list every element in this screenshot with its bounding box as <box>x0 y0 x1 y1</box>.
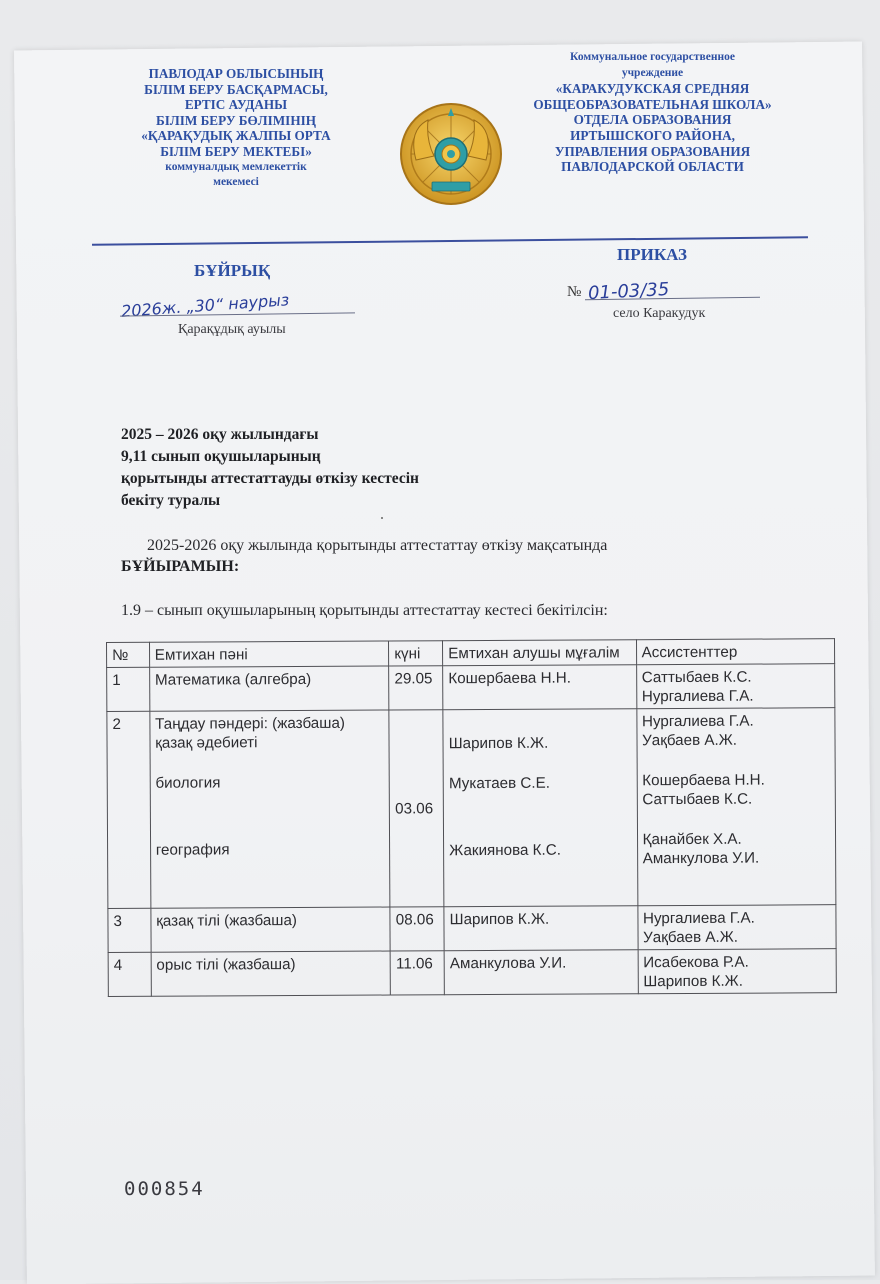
subject-cell: қазақ тілі (жазбаша) <box>151 907 391 952</box>
ru-org-line: УПРАВЛЕНИЯ ОБРАЗОВАНИЯ <box>554 143 751 159</box>
serial-number: 000854 <box>124 1178 205 1200</box>
ru-org-line: Коммунальное государственное <box>570 51 735 63</box>
kz-org-line: БІЛІМ БЕРУ МЕКТЕБІ» <box>160 143 312 159</box>
header-cell: № <box>107 642 150 667</box>
kz-org-line: ПАВЛОДАР ОБЛЫСЫНЫҢ <box>148 66 324 81</box>
teacher-cell <box>443 709 637 907</box>
teacher-cell: Кошербаева Н.Н. <box>443 665 637 710</box>
item-1: 1.9 – сынып оқушыларының қорытынды аттестаттау кестесі бекітілсін: <box>121 602 608 619</box>
header-cell: Емтихан пәні <box>149 641 389 667</box>
assistant-name: Қанайбек Х.А. <box>642 830 742 849</box>
row-number: 4 <box>108 952 151 996</box>
title-line: 9,11 сынып оқушыларының <box>121 448 321 465</box>
stray-mark <box>381 517 383 519</box>
assistant-name: Саттыбаев К.С. <box>641 668 752 687</box>
teacher-name: Мукатаев С.Е. <box>448 774 550 793</box>
date-cell: 08.06 <box>390 907 444 951</box>
ru-place: село Каракудук <box>613 306 706 321</box>
assistant-name: Нургалиева Г.А. <box>642 909 755 928</box>
order-word: БҰЙЫРАМЫН: <box>121 558 240 575</box>
subject-cell: орыс тілі (жазбаша) <box>151 951 391 996</box>
teacher-cell: Шарипов К.Ж. <box>444 906 638 951</box>
assistants-cell <box>636 664 835 709</box>
ru-document-type: ПРИКАЗ <box>617 245 687 264</box>
assistant-name: Исабекова Р.А. <box>643 953 749 972</box>
row-number: 2 <box>107 711 151 908</box>
subject-name: қазақ әдебиеті <box>155 734 258 752</box>
teacher-name: Шарипов К.Ж. <box>448 734 549 753</box>
assistant-name: Кошербаева Н.Н. <box>642 771 765 790</box>
subject-group-heading: Таңдау пәндері: (жазбаша) <box>155 714 345 733</box>
russian-organization-header <box>505 50 800 175</box>
assistant-name: Нургалиева Г.А. <box>641 687 754 706</box>
handwritten-order-number: 01-03/35 <box>587 278 670 305</box>
table-header-row <box>107 639 835 668</box>
assistants-cell <box>636 708 835 906</box>
date-cell: 29.05 <box>389 666 443 710</box>
ru-org-line: учреждение <box>621 66 684 79</box>
subject-name: география <box>155 841 230 859</box>
assistants-cell <box>638 949 837 994</box>
kz-org-line: БІЛІМ БЕРУ БӨЛІМІНІҢ <box>156 112 316 128</box>
title-line: бекіту туралы <box>121 492 221 509</box>
intro-paragraph: 2025-2026 оқу жылында қорытынды аттестаттау өткізу мақсатында <box>147 537 608 554</box>
assistant-name: Шарипов К.Ж. <box>643 972 743 991</box>
assistant-name: Нургалиева Г.А. <box>641 712 754 731</box>
header-cell: Ассистенттер <box>636 639 835 665</box>
kz-org-line: коммуналдық мемлекеттік <box>165 160 307 173</box>
subject-cell <box>150 710 391 908</box>
table-row <box>107 664 835 712</box>
assistant-name: Аманкулова У.И. <box>642 849 760 868</box>
number-label: № <box>567 284 582 300</box>
assistants-cell <box>637 905 836 950</box>
teacher-cell: Аманкулова У.И. <box>444 950 638 995</box>
title-line: қорытынды аттестаттауды өткізу кестесін <box>121 470 419 487</box>
kz-org-line: ЕРТІС АУДАНЫ <box>184 97 288 113</box>
table-row <box>107 708 836 909</box>
kz-org-line: БІЛІМ БЕРУ БАСҚАРМАСЫ, <box>144 81 328 97</box>
table-row <box>108 905 836 953</box>
state-emblem-icon <box>398 100 504 208</box>
row-number: 3 <box>108 908 151 952</box>
subject-cell: Математика (алгебра) <box>149 666 389 711</box>
assistant-name: Уақбаев А.Ж. <box>643 928 739 947</box>
ru-org-line: «КАРАКУДУКСКАЯ СРЕДНЯЯ <box>555 81 750 97</box>
kazakh-organization-header <box>96 66 376 191</box>
assistant-name: Уақбаев А.Ж. <box>642 731 737 750</box>
teacher-name: Жакиянова К.С. <box>449 841 561 860</box>
order-title <box>121 424 621 512</box>
ru-org-line: ОБЩЕОБРАЗОВАТЕЛЬНАЯ ШКОЛА» <box>533 96 772 112</box>
kz-place: Қарақұдық ауылы <box>178 322 286 337</box>
ru-org-line: ОТДЕЛА ОБРАЗОВАНИЯ <box>573 112 732 128</box>
header-cell: Емтихан алушы мұғалім <box>443 640 637 666</box>
table-row <box>108 949 836 997</box>
row-number: 1 <box>107 667 150 711</box>
header-cell: күні <box>389 641 443 666</box>
exam-schedule-table <box>106 638 837 997</box>
date-cell: 11.06 <box>390 951 444 995</box>
ru-org-line: ПАВЛОДАРСКОЙ ОБЛАСТИ <box>561 159 744 175</box>
subject-name: биология <box>155 774 221 792</box>
kz-org-line: «ҚАРАҚУДЫҚ ЖАЛПЫ ОРТА <box>141 128 331 144</box>
ru-org-line: ИРТЫШСКОГО РАЙОНА, <box>570 127 735 143</box>
date-cell: 03.06 <box>389 710 444 907</box>
handwritten-date: 2026ж. „30“ наурыз <box>120 290 290 321</box>
assistant-name: Саттыбаев К.С. <box>642 790 753 809</box>
kz-document-type: БҰЙРЫҚ <box>194 261 271 280</box>
title-line: 2025 – 2026 оқу жылындағы <box>121 426 319 443</box>
kz-org-line: мекемесі <box>213 176 259 189</box>
